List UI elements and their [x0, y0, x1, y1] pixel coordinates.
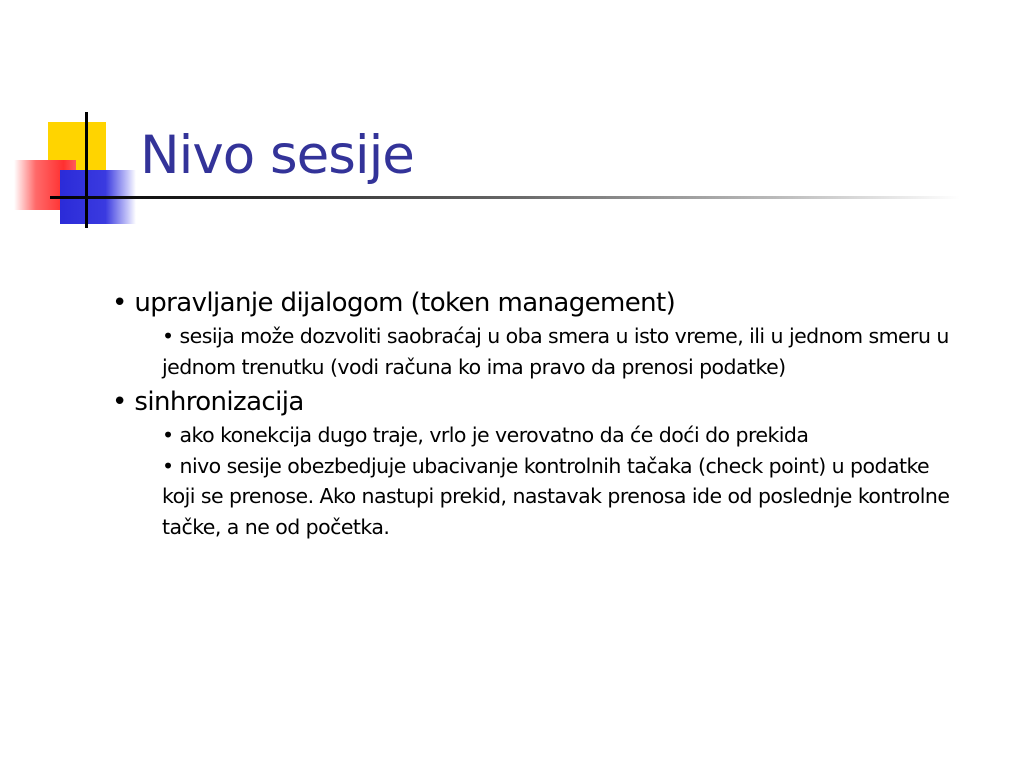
bullet-synchronization: • sinhronizacija: [112, 387, 304, 417]
title-underline: [50, 196, 960, 199]
bullet-dialog-management: • upravljanje dijalogom (token management): [112, 288, 676, 318]
slide-title: Nivo sesije: [140, 125, 414, 186]
subbullet-session-traffic: • sesija može dozvoliti saobraćaj u oba smera u isto vreme, ili u jednom smeru u jednom trenutku (vodi računa ko ima pravo da prenosi podatke): [162, 324, 949, 379]
logo-vertical-line: [85, 112, 88, 228]
slide-body: [112, 285, 962, 542]
subbullet-long-connection: • ako konekcija dugo traje, vrlo je verovatno da će doći do prekida: [162, 423, 809, 447]
subbullet-check-points: • nivo sesije obezbedjuje ubacivanje kontrolnih tačaka (check point) u podatke koji se prenose. Ako nastupi prekid, nastavak prenosa ide od poslednje kontrolne tačke, a ne od početka.: [162, 453, 950, 539]
